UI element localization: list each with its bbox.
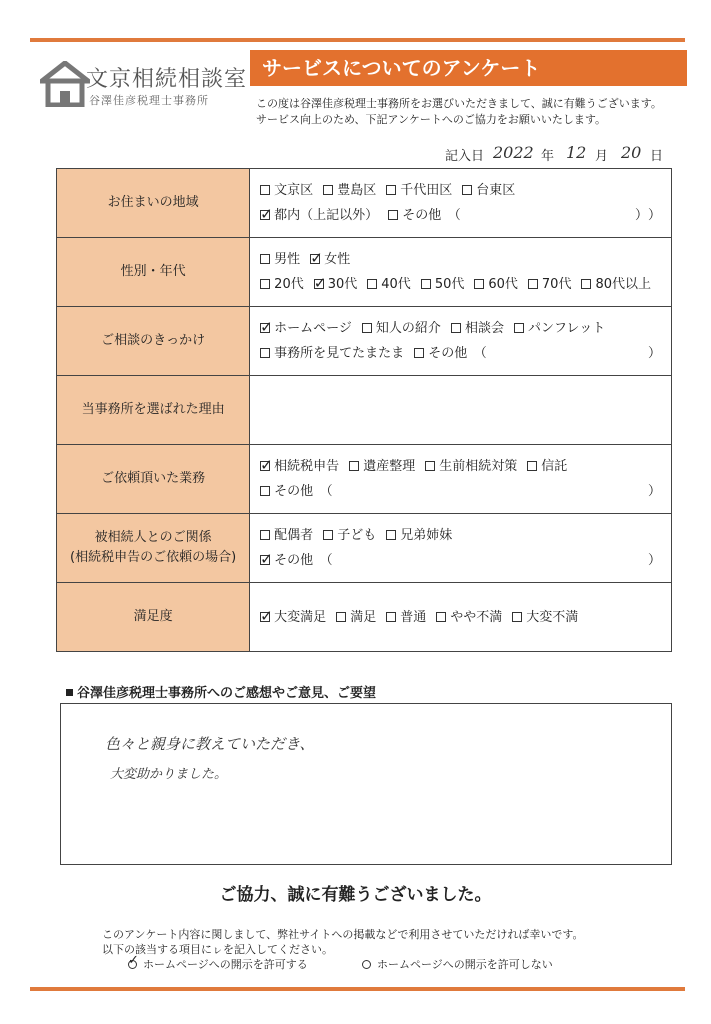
- row-label-text: お住まいの地域: [107, 195, 199, 210]
- checkbox-icon[interactable]: [512, 612, 522, 622]
- row-options: [250, 376, 672, 445]
- option-label: 大変満足: [274, 609, 327, 625]
- checkbox-option[interactable]: [260, 208, 378, 223]
- option-label: 子ども: [337, 528, 377, 543]
- options-line: [260, 178, 661, 203]
- checked-box-icon[interactable]: [260, 612, 270, 622]
- checkbox-icon[interactable]: [527, 461, 537, 471]
- checkbox-icon[interactable]: [514, 323, 524, 333]
- row-label: [57, 445, 250, 514]
- row-label-text: ご相談のきっかけ: [101, 333, 206, 348]
- survey-row: [57, 445, 672, 514]
- checkbox-icon[interactable]: [336, 612, 346, 622]
- options-line: [260, 479, 661, 504]
- option-label: 男性: [274, 252, 301, 267]
- checkbox-option[interactable]: [323, 183, 376, 198]
- survey-row: [57, 583, 672, 652]
- row-label: [57, 238, 250, 307]
- checkbox-icon[interactable]: [260, 279, 270, 289]
- checkbox-option[interactable]: [512, 610, 578, 625]
- checkbox-option[interactable]: [462, 183, 515, 198]
- row-options: [250, 583, 672, 652]
- checkbox-option[interactable]: [260, 553, 333, 568]
- survey-row: [57, 376, 672, 445]
- checkbox-icon[interactable]: [260, 254, 270, 264]
- bottom-rule: [30, 987, 685, 991]
- checkbox-option[interactable]: [527, 459, 567, 474]
- date-day: 20: [621, 143, 642, 162]
- checkbox-option[interactable]: [362, 321, 441, 336]
- checkbox-icon[interactable]: [323, 185, 333, 195]
- close-paren: ）: [647, 553, 661, 568]
- checkbox-icon[interactable]: [367, 279, 377, 289]
- checkbox-icon[interactable]: [414, 348, 424, 358]
- options-line: [260, 272, 661, 297]
- checkbox-option[interactable]: [425, 459, 517, 474]
- checkbox-icon[interactable]: [323, 530, 333, 540]
- date-year: 2022: [493, 143, 534, 162]
- checkbox-option[interactable]: [260, 528, 313, 543]
- survey-banner: サービスについてのアンケート: [250, 50, 687, 86]
- checkbox-option[interactable]: [474, 277, 518, 292]
- options-line: [260, 341, 661, 366]
- checkbox-icon[interactable]: [362, 323, 372, 333]
- comments-section-text: 谷澤佳彦税理士事務所へのご感想やご意見、ご要望: [77, 686, 377, 701]
- checkbox-option[interactable]: [421, 277, 465, 292]
- option-label: 文京区: [274, 183, 314, 198]
- checkbox-icon[interactable]: [386, 185, 396, 195]
- footer-line-1: このアンケート内容に関しまして、弊社サイトへの掲載などで利用させていただければ幸いです。: [102, 928, 584, 941]
- checkbox-option[interactable]: [528, 277, 572, 292]
- checkbox-option[interactable]: [414, 346, 487, 361]
- option-label: 30代: [327, 277, 358, 292]
- option-label: 大変不満: [526, 609, 579, 625]
- checkbox-icon[interactable]: [451, 323, 461, 333]
- checkbox-option[interactable]: [314, 277, 358, 292]
- option-label: 20代: [274, 277, 304, 292]
- intro-line-1: この度は谷澤佳彦税理士事務所をお選びいただきまして、誠に有難うございます。: [256, 97, 662, 110]
- checkbox-option[interactable]: [260, 277, 304, 292]
- options-line: [260, 605, 661, 630]
- survey-row: [57, 238, 672, 307]
- row-label: [57, 307, 250, 376]
- option-label: その他 （: [428, 346, 487, 361]
- option-label: 配偶者: [274, 528, 314, 543]
- checkbox-option[interactable]: [260, 346, 404, 361]
- checkbox-option[interactable]: [367, 277, 411, 292]
- options-line: [260, 548, 661, 573]
- option-label: パンフレット: [527, 321, 606, 336]
- checked-box-icon[interactable]: [314, 279, 324, 289]
- checkbox-option[interactable]: [260, 484, 333, 499]
- row-label: [57, 514, 250, 583]
- row-options: [250, 238, 672, 307]
- option-label: 相談会: [464, 321, 504, 336]
- checkbox-icon[interactable]: [421, 279, 431, 289]
- close-paren: ）: [647, 484, 661, 499]
- option-label: その他 （: [402, 208, 461, 223]
- option-label: 豊島区: [337, 183, 377, 198]
- checkbox-icon[interactable]: [260, 530, 270, 540]
- comment-line-2: 大変助かりました。: [110, 767, 228, 782]
- option-label: 遺産整理: [363, 459, 416, 474]
- checkbox-option[interactable]: [349, 459, 415, 474]
- checkbox-icon[interactable]: [528, 279, 538, 289]
- option-label: 信託: [541, 459, 568, 474]
- checkbox-icon[interactable]: [388, 210, 398, 220]
- checkbox-icon[interactable]: [260, 486, 270, 496]
- house-logo-icon: [40, 61, 90, 107]
- checkbox-option[interactable]: [514, 321, 605, 336]
- survey-row: [57, 169, 672, 238]
- checkbox-option[interactable]: [386, 183, 452, 198]
- checkbox-option[interactable]: [323, 528, 376, 543]
- option-label: やや不満: [450, 609, 503, 625]
- intro-line-2: サービス向上のため、下記アンケートへのご協力をお願いいたします。: [256, 113, 607, 126]
- top-rule: [30, 38, 685, 42]
- close-paren: ）: [647, 208, 661, 223]
- checkbox-option[interactable]: [260, 252, 300, 267]
- option-label: 80代以上: [595, 277, 651, 292]
- option-label: 50代: [434, 277, 465, 292]
- row-options: [250, 514, 672, 583]
- checked-box-icon[interactable]: [260, 461, 270, 471]
- checkbox-option[interactable]: [260, 459, 339, 474]
- option-label: 70代: [541, 277, 572, 292]
- row-options: [250, 169, 672, 238]
- options-line: [260, 454, 661, 479]
- logo-title: 文京相続相談室: [86, 67, 248, 92]
- survey-row: [57, 307, 672, 376]
- checkbox-option[interactable]: [260, 321, 352, 336]
- option-label: 生前相続対策: [439, 459, 518, 474]
- row-options: [250, 307, 672, 376]
- date-month-unit: 月: [595, 149, 609, 164]
- comments-box[interactable]: [60, 703, 672, 865]
- checkbox-option[interactable]: [260, 183, 313, 198]
- publish-deny-option[interactable]: [362, 956, 553, 972]
- row-label-text: 性別・年代: [120, 264, 186, 279]
- option-label: その他 （: [274, 484, 333, 499]
- comments-section-title: [66, 682, 376, 701]
- checkbox-icon[interactable]: [386, 530, 396, 540]
- options-line: [260, 316, 661, 341]
- row-label-text: 満足度: [133, 609, 173, 624]
- comment-line-1: 色々と親身に教えていただき、: [105, 735, 315, 753]
- checkbox-option[interactable]: [386, 528, 452, 543]
- bullet-square-icon: [66, 689, 73, 696]
- option-label: 女性: [324, 252, 351, 267]
- option-label: 都内（上記以外）: [274, 208, 379, 223]
- footer-line-2: 以下の該当する項目にㇾを記入してください。: [102, 943, 333, 956]
- date-month: 12: [566, 143, 587, 162]
- publish-deny-label: ホームページへの開示を許可しない: [377, 958, 553, 971]
- option-label: 普通: [400, 609, 427, 625]
- option-label: 兄弟姉妹: [400, 528, 453, 543]
- checkbox-option[interactable]: [386, 610, 426, 625]
- option-label: 40代: [381, 277, 411, 292]
- row-label-text: 被相続人とのご関係: [94, 530, 212, 545]
- option-label: 知人の紹介: [375, 321, 441, 336]
- checkbox-option[interactable]: [581, 277, 651, 292]
- checked-box-icon[interactable]: [260, 210, 270, 220]
- option-label: 相続税申告: [274, 459, 340, 474]
- row-label-text: ご依頼頂いた業務: [101, 471, 206, 486]
- row-label: [57, 376, 250, 445]
- survey-table: [56, 168, 672, 652]
- option-label: 事務所を見てたまたま: [274, 346, 405, 361]
- checked-box-icon[interactable]: [260, 555, 270, 565]
- close-paren: ）: [647, 346, 661, 361]
- checkbox-icon[interactable]: [349, 461, 359, 471]
- checkbox-icon[interactable]: [260, 348, 270, 358]
- checkbox-option[interactable]: [260, 610, 326, 625]
- publish-allow-label: ホームページへの開示を許可する: [143, 958, 308, 971]
- option-label: ホームページ: [274, 321, 352, 336]
- checked-box-icon[interactable]: [260, 323, 270, 333]
- row-label: [57, 169, 250, 238]
- thanks-message: ご協力、誠に有難うございました。: [219, 885, 492, 905]
- options-line: [260, 523, 661, 548]
- row-options: [250, 445, 672, 514]
- checked-box-icon[interactable]: [310, 254, 320, 264]
- option-label: 千代田区: [400, 183, 453, 198]
- option-label: その他 （: [274, 553, 333, 568]
- option-label: 60代: [488, 277, 518, 292]
- close-paren: ）: [634, 208, 648, 223]
- publish-allow-option[interactable]: [128, 956, 308, 972]
- option-label: 台東区: [476, 183, 516, 198]
- checkbox-icon[interactable]: [462, 185, 472, 195]
- date-day-unit: 日: [650, 149, 664, 164]
- checkbox-icon[interactable]: [260, 185, 270, 195]
- date-label: 記入日: [445, 149, 485, 164]
- options-line: [260, 247, 661, 272]
- checkbox-option[interactable]: [310, 252, 350, 267]
- checkbox-icon[interactable]: [425, 461, 435, 471]
- checkbox-option[interactable]: [451, 321, 504, 336]
- checkbox-icon[interactable]: [581, 279, 591, 289]
- row-label-text: 当事務所を選ばれた理由: [81, 402, 225, 417]
- publish-allow-radio[interactable]: [128, 960, 137, 969]
- survey-row: [57, 514, 672, 583]
- row-label: [57, 583, 250, 652]
- checkbox-option[interactable]: [336, 610, 376, 625]
- publish-deny-radio[interactable]: [362, 960, 371, 969]
- logo-subtitle: 谷澤佳彦税理士事務所: [89, 94, 209, 107]
- row-label-subtext: (相続税申告のご依頼の場合): [70, 550, 237, 565]
- checkbox-icon[interactable]: [386, 612, 396, 622]
- checkbox-icon[interactable]: [474, 279, 484, 289]
- option-label: 満足: [350, 609, 377, 625]
- date-year-unit: 年: [541, 149, 555, 164]
- options-line: [260, 203, 661, 228]
- checkbox-icon[interactable]: [436, 612, 446, 622]
- checkbox-option[interactable]: [388, 208, 461, 223]
- checkbox-option[interactable]: [436, 610, 502, 625]
